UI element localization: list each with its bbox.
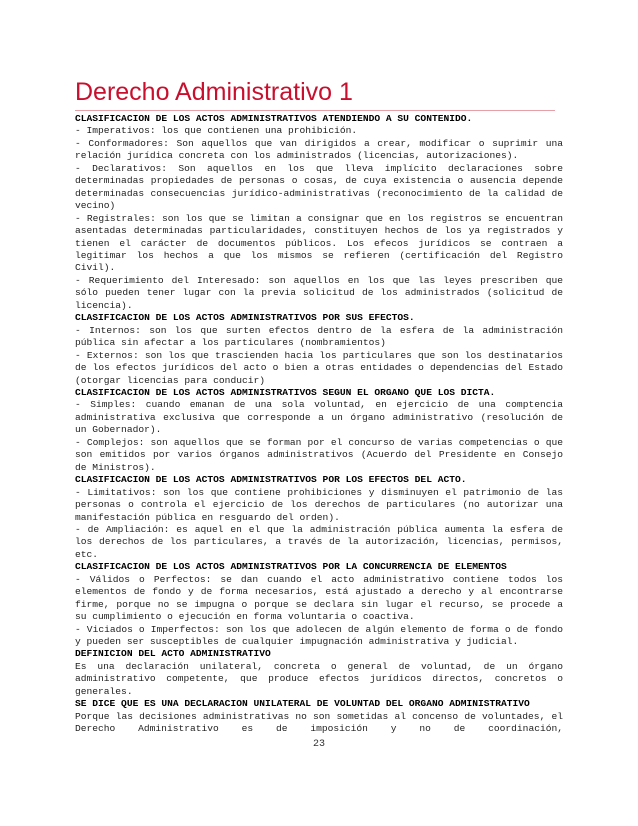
paragraph: - Imperativos: los que contienen una prohibición. [75, 125, 358, 137]
section-heading: DEFINICION DEL ACTO ADMINISTRATIVO [75, 648, 271, 660]
section-heading: SE DICE QUE ES UNA DECLARACION UNILATERAL DE VOLUNTAD DEL ORGANO ADMINISTRATIVO [75, 698, 530, 710]
document-body [75, 113, 563, 736]
paragraph: - Válidos o Perfectos: se dan cuando el acto administrativo contiene todos los elementos de fondo y de forma necesarios, está ajustado a derecho y al encontrarse firme, porque no se impugna o porque se declara sin lugar el recurso, se procede a su cumplimiento o ejecución en forma voluntaria o coactiva. [75, 573, 563, 623]
paragraph: - Registrales: son los que se limitan a consignar que en los registros se encuentran asentadas determinadas particularidades, constituyen hechos de los ya registrados y tienen el carácter de documentos públicos. Los efecos jurídicos se contraen a legitimar los hechos a que los mismos se refieren (certificación del Registro Civil). [75, 212, 563, 274]
title-underline [75, 110, 555, 111]
section-heading: CLASIFICACION DE LOS ACTOS ADMINISTRATIVOS SEGUN EL ORGANO QUE LOS DICTA. [75, 386, 496, 398]
paragraph: - Externos: son los que trascienden hacia los particulares que son los destinatarios de los efectos jurídicos del acto o bien a otras entidades o dependencias del Estado (otorgar licencias para conducir) [75, 349, 563, 386]
paragraph: Es una declaración unilateral, concreta o general de voluntad, de un órgano administrativo competente, que produce efectos jurídicos directos, concretos o generales. [75, 660, 563, 697]
section-heading: CLASIFICACION DE LOS ACTOS ADMINISTRATIVOS POR LA CONCURRENCIA DE ELEMENTOS [75, 561, 507, 573]
paragraph: - Simples: cuando emanan de una sola voluntad, en ejercicio de una comptencia administrativa exclusiva que corresponde a un órgano administrativo (resolución de un Gobernador). [75, 399, 563, 436]
page-number: 23 [312, 739, 325, 750]
section-heading: CLASIFICACION DE LOS ACTOS ADMINISTRATIVOS POR LOS EFECTOS DEL ACTO. [75, 474, 467, 486]
document-title: Derecho Administrativo 1 [75, 78, 353, 106]
paragraph: - Conformadores: Son aquellos que van dirigidos a crear, modificar o suprimir una relación jurídica concreta con los administrados (licencias, autorizaciones). [75, 137, 563, 162]
paragraph: - Requerimiento del Interesado: son aquellos en los que las leyes prescriben que sólo pueden tener lugar con la previa solicitud de los administrados (solicitud de licencia). [75, 274, 563, 311]
paragraph: - de Ampliación: es aquel en el que la administración pública aumenta la esfera de los derechos de los particulares, a través de la autorización, licencias, permisos, etc. [75, 523, 563, 560]
paragraph: - Complejos: son aquellos que se forman por el concurso de varias competencias o que son emitidos por varios órganos administrativos (Acuerdo del Presidente en Consejo de Ministros). [75, 436, 563, 473]
paragraph: - Declarativos: Son aquellos en los que lleva implícito declaraciones sobre determinadas propiedades de personas o cosas, de cuya existencia o ausencia depende determinadas consecuencias jurídico-administrativas (reconocimiento de la calidad de vecino) [75, 162, 563, 212]
section-heading: CLASIFICACION DE LOS ACTOS ADMINISTRATIVOS ATENDIENDO A SU CONTENIDO. [75, 113, 473, 124]
paragraph: - Internos: son los que surten efectos dentro de la esfera de la administración pública sin afectar a los particulares (nombramientos) [75, 324, 563, 349]
paragraph: - Viciados o Imperfectos: son los que adolecen de algún elemento de forma o de fondo y pueden ser susceptibles de cualquier impugnación administrativa y judicial. [75, 623, 563, 648]
paragraph: - Limitativos: son los que contiene prohibiciones y disminuyen el patrimonio de las personas o controla el ejercicio de los derechos de particulares (no autorizar una manifestación pública en resguardo del orden). [75, 486, 563, 523]
section-heading: CLASIFICACION DE LOS ACTOS ADMINISTRATIVOS POR SUS EFECTOS. [75, 312, 415, 324]
paragraph: Porque las decisiones administrativas no son sometidas al concenso de voluntades, el Derecho Administrativo es de imposición y no de coordinación, [75, 710, 563, 735]
